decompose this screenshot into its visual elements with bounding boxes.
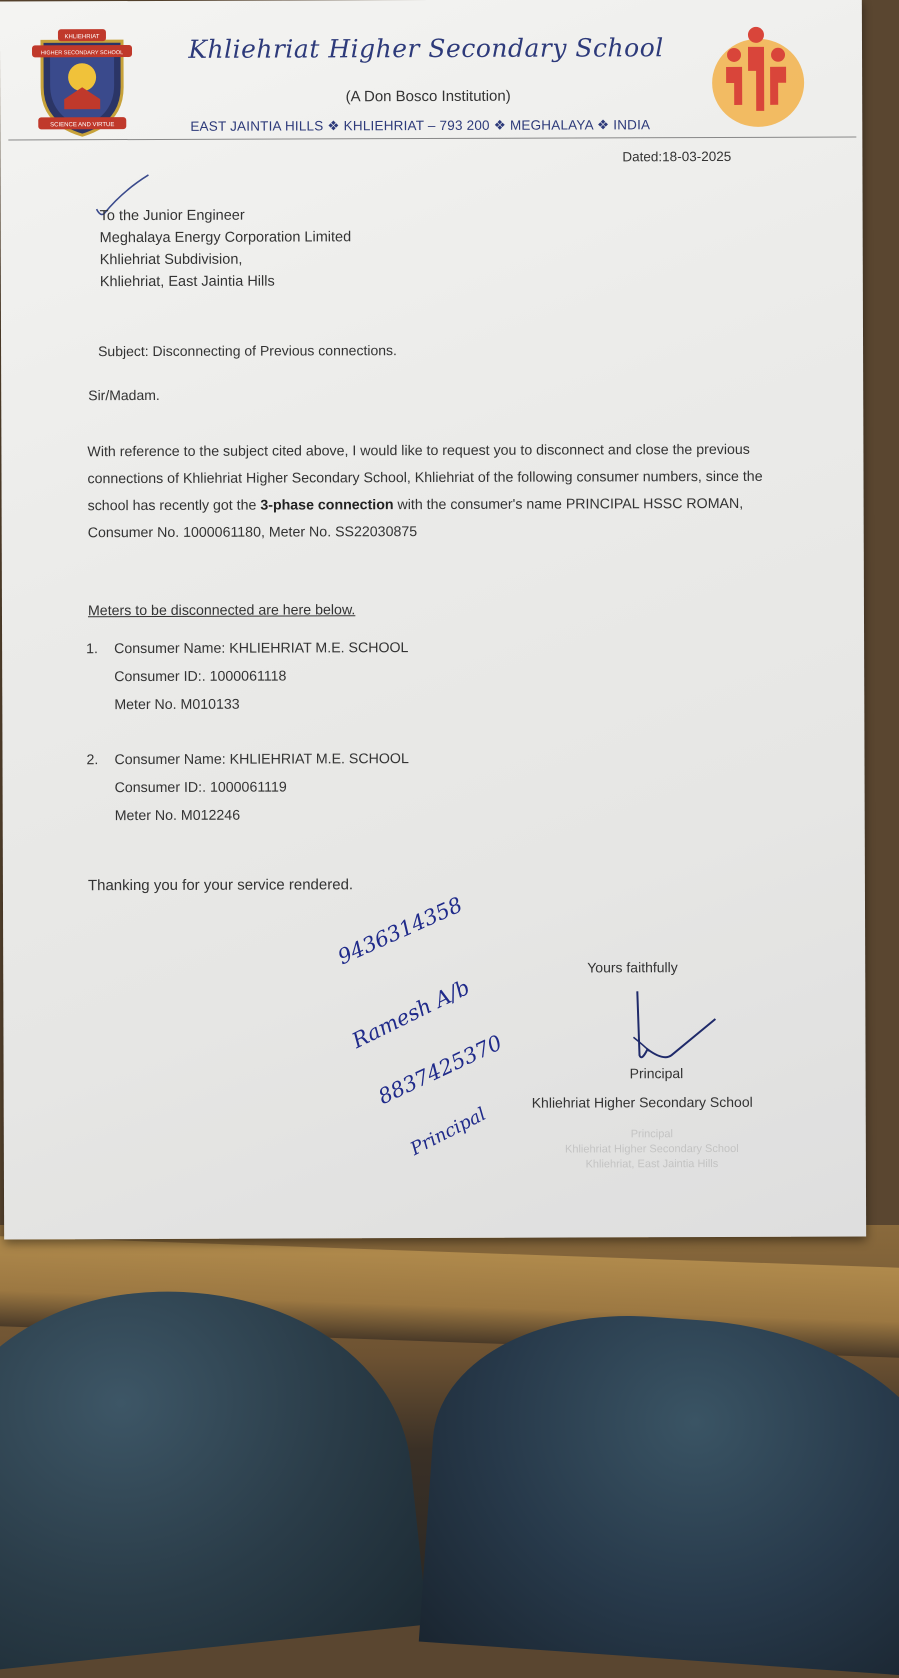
consumer-id: Consumer ID:. 1000061118 (114, 668, 287, 686)
handwritten-name: Ramesh A/b (348, 975, 474, 1054)
school-crest-icon (28, 27, 136, 139)
recipient-line: To the Junior Engineer (99, 207, 245, 225)
recipient-line: Khliehriat Subdivision, (99, 251, 243, 269)
letter-date: Dated:18-03-2025 (622, 148, 732, 165)
people-logo-icon (706, 21, 806, 131)
consumer-name: Consumer Name: KHLIEHRIAT M.E. SCHOOL (114, 751, 409, 769)
meter-number: 2. (86, 752, 99, 769)
crest-top-text: KHLIEHRIAT (64, 34, 100, 41)
body-text-end: with the consumer's name PRINCIPAL HSSC ROMAN, Consumer No. 1000061180, Meter No. SS22030875 (87, 495, 744, 542)
right-knee (419, 1302, 899, 1677)
consumer-id: Consumer ID:. 1000061119 (114, 779, 287, 797)
signatory-school: Khliehriat Higher Secondary School (531, 1093, 753, 1111)
faded-stamp (532, 1127, 772, 1173)
salutation: Sir/Madam. (88, 386, 160, 404)
signature-icon (623, 989, 733, 1069)
meter-number: 1. (86, 641, 98, 658)
handwritten-title: Principal (407, 1103, 490, 1160)
school-name-heading: Khliehriat Higher Secondary School (188, 33, 664, 64)
recipient-address (100, 204, 352, 293)
yours-faithfully: Yours faithfully (587, 959, 678, 976)
stamp-line: Principal (630, 1128, 673, 1141)
meters-heading: Meters to be disconnected are here below. (87, 602, 356, 620)
letter-subject: Subject: Disconnecting of Previous connections. (98, 342, 397, 360)
meter-no: Meter No. M010133 (114, 696, 240, 714)
institution-line: (A Don Bosco Institution) (345, 87, 511, 106)
school-address: EAST JAINTIA HILLS ❖ KHLIEHRIAT – 793 200 ❖ MEGHALAYA ❖ INDIA (190, 117, 651, 134)
consumer-name: Consumer Name: KHLIEHRIAT M.E. SCHOOL (114, 640, 409, 658)
handwritten-phone-2: 8837425370 (374, 1030, 506, 1110)
recipient-line: Meghalaya Energy Corporation Limited (99, 229, 352, 247)
closing-line: Thanking you for your service rendered. (87, 876, 354, 895)
stamp-line: Khliehriat, East Jaintia Hills (585, 1158, 719, 1171)
crest-banner-text: HIGHER SECONDARY SCHOOL (40, 50, 124, 57)
body-text-start: With reference to the subject cited above, I would like to request you to disconnect and close the previous connections of Khliehriat Higher Secondary School, Khliehriat of the following consumer numbers, since the school has recently got the (87, 441, 763, 515)
meter-no: Meter No. M012246 (114, 807, 241, 825)
stamp-line: Khliehriat Higher Secondary School (565, 1142, 739, 1156)
handwritten-phone-1: 9436314358 (334, 892, 466, 970)
body-paragraph (87, 437, 787, 547)
recipient-line: Khliehriat, East Jaintia Hills (99, 273, 275, 291)
crest-motto-text: SCIENCE AND VIRTUE (50, 122, 115, 129)
body-text-bold: 3-phase connection (260, 497, 394, 514)
signatory-title: Principal (629, 1065, 684, 1082)
